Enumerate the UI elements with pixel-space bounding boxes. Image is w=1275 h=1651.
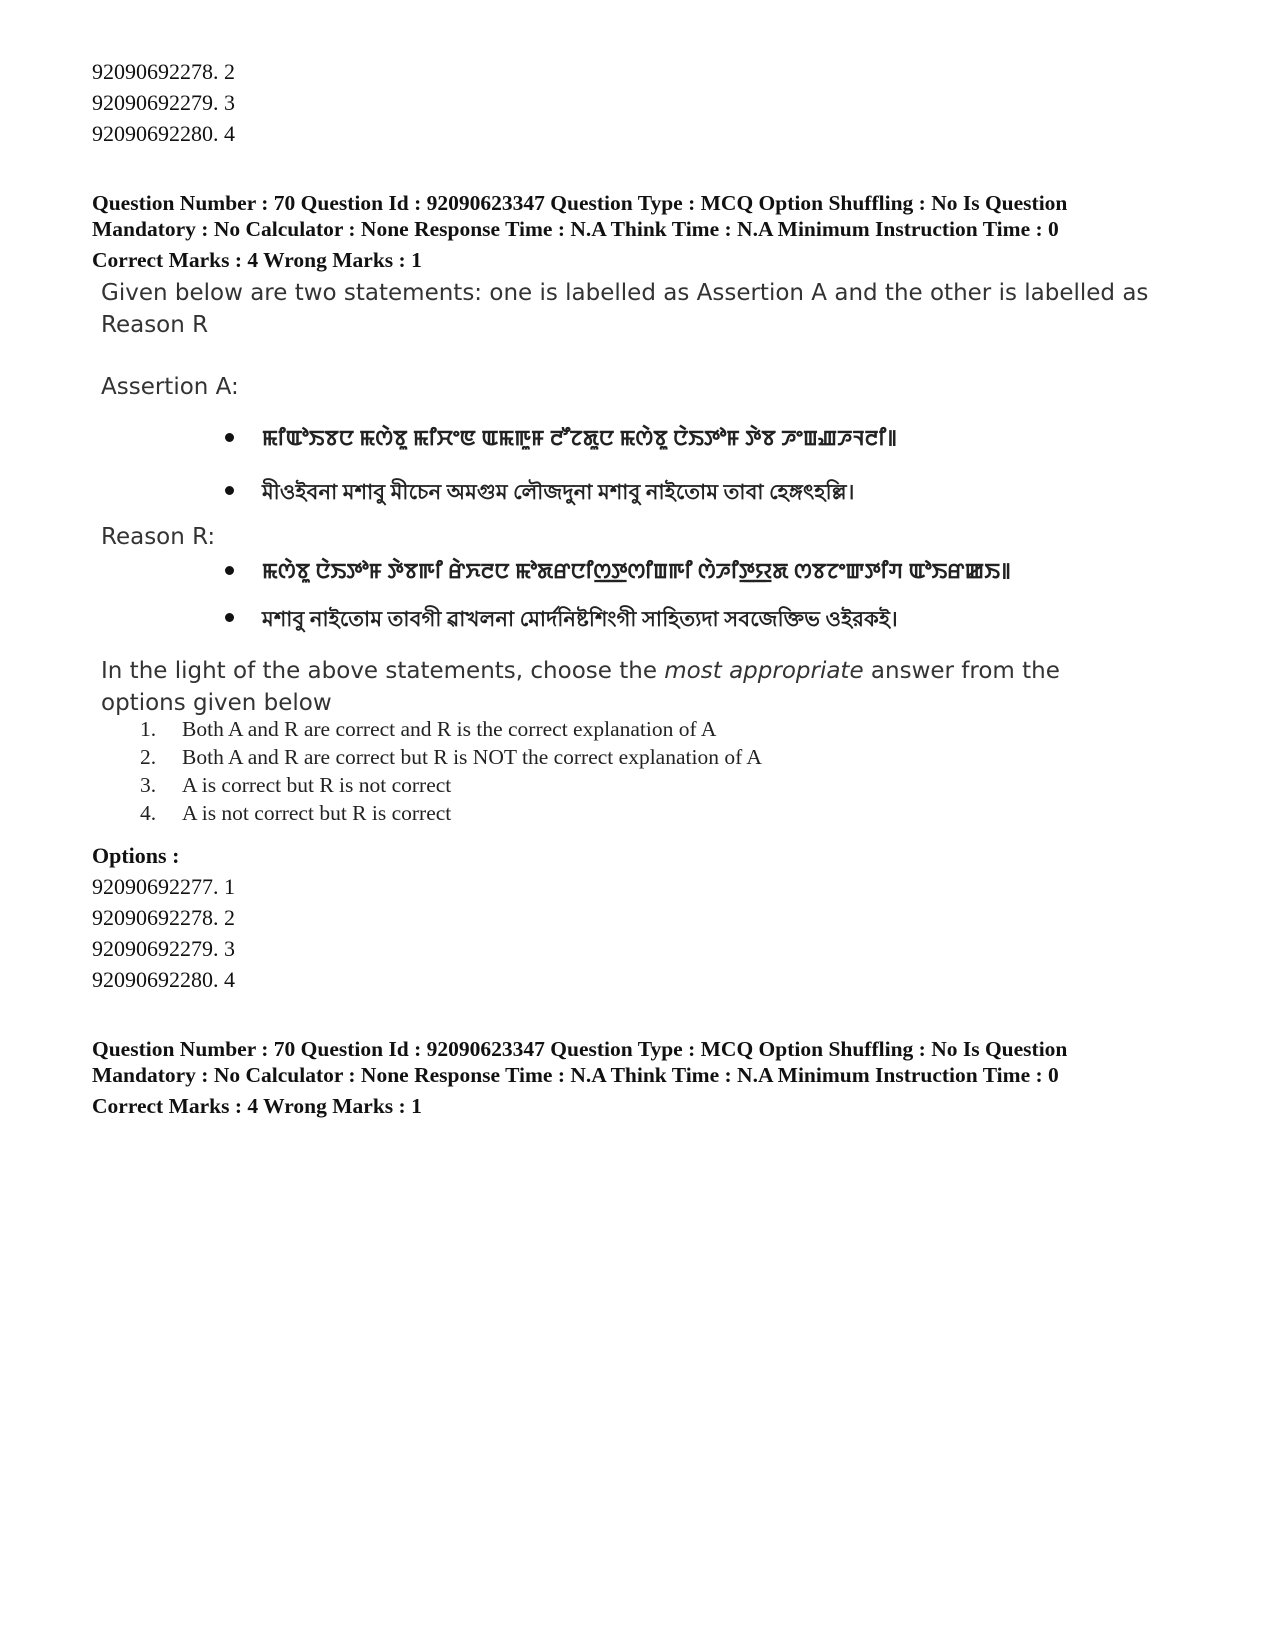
reason-label: Reason R: bbox=[101, 524, 216, 550]
prompt-line: options given below bbox=[101, 690, 332, 716]
question-meta-line: Mandatory : No Calculator : None Response Time : N.A Think Time : N.A Minimum Instruction Time : 0 bbox=[92, 1063, 1059, 1087]
assertion-label: Assertion A: bbox=[101, 374, 239, 400]
option-line: 92090692280. 4 bbox=[92, 967, 235, 992]
intro-line: Reason R bbox=[101, 312, 209, 338]
answer-choice: 3. A is correct but R is not correct bbox=[140, 772, 452, 797]
bullet-icon bbox=[225, 433, 234, 442]
bullet-icon bbox=[225, 613, 234, 622]
answer-choices bbox=[140, 715, 762, 827]
option-line: 92090692278. 2 bbox=[92, 905, 235, 930]
question-meta-line: Mandatory : No Calculator : None Response Time : N.A Think Time : N.A Minimum Instruction Time : 0 bbox=[92, 217, 1059, 241]
options-label: Options : bbox=[92, 843, 180, 868]
question-meta-line: Question Number : 70 Question Id : 92090623347 Question Type : MCQ Option Shuffling : No Is Question bbox=[92, 1037, 1068, 1061]
prompt-emphasis: most appropriate bbox=[664, 658, 864, 684]
assertion-bengali-text: মীওইবনা মশাবু মীচেন অমগুম লৌজদুনা মশাবু নাইতোম তাবা হেঙ্গৎহল্লি। bbox=[262, 480, 855, 504]
question-header bbox=[92, 190, 1067, 273]
option-line: 92090692278. 2 bbox=[92, 59, 235, 84]
bullet-icon bbox=[225, 486, 234, 495]
bullet-icon bbox=[225, 566, 234, 575]
option-line: 92090692279. 3 bbox=[92, 936, 235, 961]
marks-line: Correct Marks : 4 Wrong Marks : 1 bbox=[92, 248, 422, 272]
option-line: 92090692280. 4 bbox=[92, 121, 235, 146]
question-meta-line: Question Number : 70 Question Id : 92090623347 Question Type : MCQ Option Shuffling : No Is Question bbox=[92, 191, 1068, 215]
question-intro bbox=[101, 277, 1148, 341]
option-line: 92090692277. 1 bbox=[92, 874, 235, 899]
question-prompt bbox=[101, 655, 1060, 719]
reason-bengali-text: মশাবু নাইতোম তাবগী ৱাখলনা মোর্দনিষ্টশিংগী সাহিত্যদা সবজেক্তিভ ওইরকই। bbox=[262, 607, 898, 631]
previous-options bbox=[92, 56, 235, 149]
reason-meitei-text: ꯃꯁꯥꯕꯨ ꯅꯥꯏꯇꯣꯝ ꯇꯥꯕꯒꯤ ꯔꯥꯈꯂꯅ ꯃꯣꯗꯔꯅꯤꯁ꯭ꯇꯁꯤꯡꯒꯤ ꯁꯥꯍꯤꯇ꯭ꯌꯗ ꯁꯕꯖꯦꯛꯇꯤꯚ ꯑꯣꯏꯔꯀꯏ꯫ bbox=[262, 559, 1011, 583]
marks-line: Correct Marks : 4 Wrong Marks : 1 bbox=[92, 1094, 422, 1118]
answer-choice: 2. Both A and R are correct but R is NOT the correct explanation of A bbox=[140, 744, 762, 769]
assertion-meitei-text: ꯃꯤꯑꯣꯏꯕꯅ ꯃꯁꯥꯕꯨ ꯃꯤꯆꯦꯟ ꯑꯃꯒꯨꯝ ꯂꯧꯖꯗꯨꯅ ꯃꯁꯥꯕꯨ ꯅꯥꯏꯇꯣꯝ ꯇꯥꯕ ꯍꯦꯡꯉꯍꯜꯂꯤ꯫ bbox=[262, 426, 898, 450]
prompt-line: In the light of the above statements, choose the most appropriate answer from the bbox=[101, 658, 1060, 684]
answer-choice: 4. A is not correct but R is correct bbox=[140, 800, 452, 825]
next-question-header bbox=[92, 1036, 1067, 1119]
options-list bbox=[92, 871, 235, 995]
option-line: 92090692279. 3 bbox=[92, 90, 235, 115]
answer-choice: 1. Both A and R are correct and R is the correct explanation of A bbox=[140, 716, 717, 741]
intro-line: Given below are two statements: one is labelled as Assertion A and the other is labelled as bbox=[101, 280, 1149, 306]
